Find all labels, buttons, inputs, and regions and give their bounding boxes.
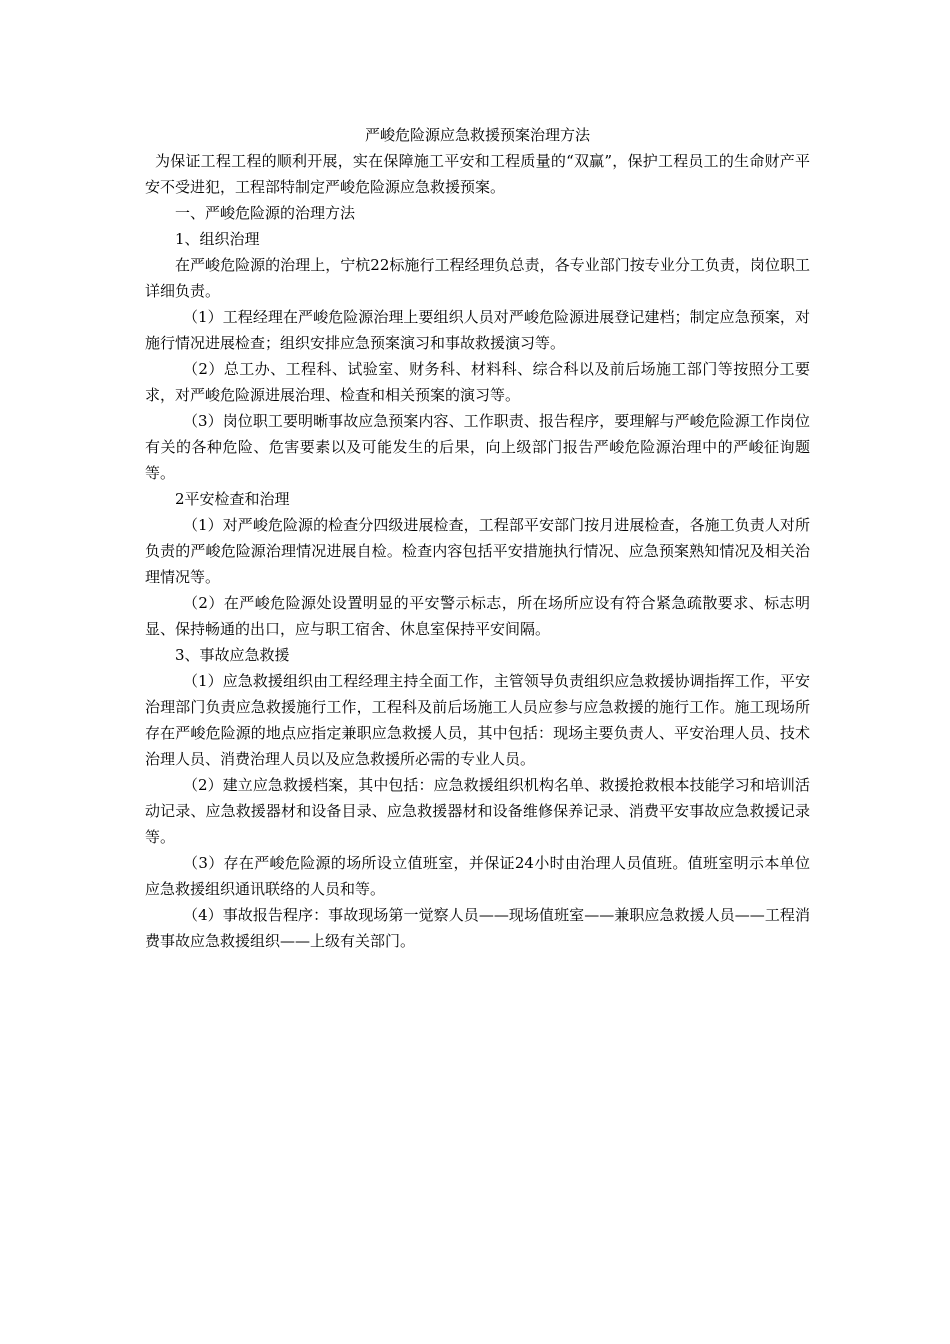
- organization-item-3: （3）岗位职工要明晰事故应急预案内容、工作职责、报告程序，要理解与严峻危险源工作岗位有关的各种危险、危害要素以及可能发生的后果，向上级部门报告严峻危险源治理中的严峻征询题等。: [145, 412, 810, 482]
- document-page: [145, 122, 810, 954]
- safety-check-item-2: （2）在严峻危险源处设置明显的平安警示标志，所在场所应设有符合紧急疏散要求、标志明显、保持畅通的出口，应与职工宿舍、休息室保持平安间隔。: [145, 594, 810, 638]
- emergency-rescue-item-1: （1）应急救援组织由工程经理主持全面工作，主管领导负责组织应急救援协调指挥工作，平安治理部门负责应急救援施行工作，工程科及前后场施工人员应参与应急救援的施行工作。施工现场所存在严峻危险源的地点应指定兼职应急救援人员，其中包括：现场主要负责人、平安治理人员、技术治理人员、消费治理人员以及应急救援所必需的专业人员。: [145, 672, 810, 768]
- emergency-rescue-item-4: （4）事故报告程序：事故现场第一觉察人员——现场值班室——兼职应急救援人员——工程消费事故应急救援组织——上级有关部门。: [145, 906, 810, 950]
- emergency-rescue-item-3: （3）存在严峻危险源的场所设立值班室，并保证24小时由治理人员值班。值班室明示本单位应急救援组织通讯联络的人员和等。: [145, 854, 810, 898]
- document-title: 严峻危险源应急救援预案治理方法: [364, 126, 590, 144]
- organization-item-2: （2）总工办、工程科、试验室、财务科、材料科、综合科以及前后场施工部门等按照分工要求，对严峻危险源进展治理、检查和相关预案的演习等。: [145, 360, 810, 404]
- safety-check-item-1: （1）对严峻危险源的检查分四级进展检查，工程部平安部门按月进展检查，各施工负责人对所负责的严峻危险源治理情况进展自检。检查内容包括平安措施执行情况、应急预案熟知情况及相关治理情况等。: [145, 516, 810, 586]
- organization-item-1: （1）工程经理在严峻危险源治理上要组织人员对严峻危险源进展登记建档；制定应急预案，对施行情况进展检查；组织安排应急预案演习和事故救援演习等。: [145, 308, 810, 352]
- organization-body: 在严峻危险源的治理上，宁杭22标施行工程经理负总责，各专业部门按专业分工负责，岗位职工详细负责。: [145, 256, 810, 300]
- subsection-heading-emergency-rescue: 3、事故应急救援: [175, 646, 290, 664]
- emergency-rescue-item-2: （2）建立应急救援档案，其中包括：应急救援组织机构名单、救援抢救根本技能学习和培训活动记录、应急救援器材和设备目录、应急救援器材和设备维修保养记录、消费平安事故应急救援记录等。: [145, 776, 810, 846]
- subsection-heading-organization: 1、组织治理: [175, 230, 260, 248]
- subsection-heading-safety-check: 2平安检查和治理: [175, 490, 290, 508]
- intro-paragraph: 为保证工程工程的顺利开展，实在保障施工平安和工程质量的“双赢”，保护工程员工的生命财产平安不受进犯，工程部特制定严峻危险源应急救援预案。: [145, 152, 810, 196]
- section-heading-1: 一、严峻危险源的治理方法: [175, 204, 356, 222]
